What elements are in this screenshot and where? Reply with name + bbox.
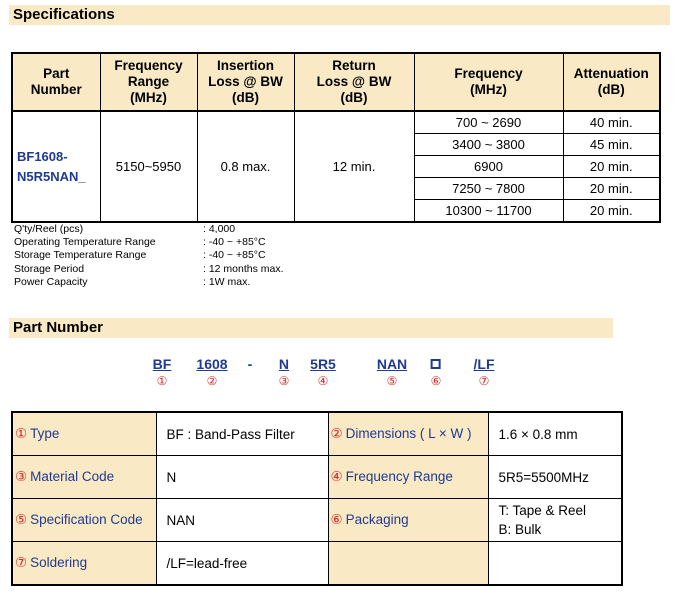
spec-row: [12, 111, 660, 134]
extra-spec-value: : 4,000: [203, 223, 236, 235]
extra-spec-label: Storage Temperature Range: [14, 249, 147, 262]
code-part-type: BF ①: [152, 356, 172, 388]
code-part-specification: NAN ⑤: [376, 356, 408, 388]
pn-value-empty: [488, 542, 622, 586]
extra-spec-label: Power Capacity: [14, 275, 88, 288]
pn-row: [12, 456, 622, 499]
extra-spec-row: [14, 223, 284, 236]
header-attenuation: Attenuation (dB): [563, 53, 660, 111]
extra-spec-row: [14, 263, 284, 276]
extra-spec-value: : -40 ~ +85°C: [203, 236, 266, 249]
code-part-frequency: 5R5 ④: [310, 356, 336, 388]
pn-key-dimensions: ② Dimensions ( L × W ): [328, 412, 488, 456]
extra-spec-value: : 12 months max.: [203, 262, 284, 275]
packaging-square-icon: [431, 359, 441, 369]
part-number-code: [0, 355, 678, 395]
attenuation-cell: 45 min.: [563, 134, 660, 156]
part-number-value: BF1608- N5R5NAN_: [12, 111, 100, 222]
pn-key-type: ① Type: [12, 412, 156, 456]
extra-spec-label: Operating Temperature Range: [14, 236, 156, 249]
attenuation-cell: 40 min.: [563, 111, 660, 134]
extra-specs: [14, 223, 284, 289]
code-part-material: N ③: [278, 356, 290, 388]
frequency-cell: 700 ~ 2690: [414, 111, 563, 134]
code-part-soldering: /LF ⑦: [473, 356, 495, 388]
extra-spec-row: [14, 236, 284, 249]
frequency-cell: 10300 ~ 11700: [414, 200, 563, 223]
return-loss-value: 12 min.: [294, 111, 414, 222]
frequency-cell: 6900: [414, 156, 563, 178]
pn-value-type: BF : Band-Pass Filter: [156, 412, 328, 456]
header-frequency: Frequency (MHz): [414, 53, 563, 111]
extra-spec-value: : -40 ~ +85°C: [203, 249, 266, 262]
part-number-table: [11, 411, 623, 586]
pn-row: [12, 542, 622, 586]
header-insertion-loss: Insertion Loss @ BW (dB): [197, 53, 294, 111]
pn-value-specification: NAN: [156, 499, 328, 542]
attenuation-cell: 20 min.: [563, 178, 660, 200]
frequency-range-value: 5150~5950: [100, 111, 197, 222]
pn-value-soldering: /LF=lead-free: [156, 542, 328, 586]
pn-key-empty: [328, 542, 488, 586]
pn-row: [12, 499, 622, 542]
frequency-cell: 7250 ~ 7800: [414, 178, 563, 200]
specifications-table: [11, 52, 661, 223]
pn-value-material: N: [156, 456, 328, 499]
specifications-title: Specifications: [9, 5, 670, 25]
pn-key-material: ③ Material Code: [12, 456, 156, 499]
part-number-title: Part Number: [9, 318, 613, 338]
code-part-dimensions: 1608 ②: [196, 356, 228, 388]
header-return-loss: Return Loss @ BW (dB): [294, 53, 414, 111]
extra-spec-row: [14, 276, 284, 289]
attenuation-cell: 20 min.: [563, 156, 660, 178]
header-frequency-range: Frequency Range (MHz): [100, 53, 197, 111]
extra-spec-value: : 1W max.: [203, 275, 251, 288]
pn-key-frequency: ④ Frequency Range: [328, 456, 488, 499]
pn-value-dimensions: 1.6 × 0.8 mm: [488, 412, 622, 456]
pn-value-frequency: 5R5=5500MHz: [488, 456, 622, 499]
spec-header-row: [12, 53, 660, 111]
frequency-cell: 3400 ~ 3800: [414, 134, 563, 156]
extra-spec-label: Q'ty/Reel (pcs): [14, 223, 84, 235]
code-dash: -: [247, 356, 253, 372]
pn-key-soldering: ⑦ Soldering: [12, 542, 156, 586]
insertion-loss-value: 0.8 max.: [197, 111, 294, 222]
pn-row: [12, 412, 622, 456]
header-part-number: Part Number: [12, 53, 100, 111]
pn-value-packaging: T: Tape & Reel B: Bulk: [488, 499, 622, 542]
attenuation-cell: 20 min.: [563, 200, 660, 223]
pn-key-specification: ⑤ Specification Code: [12, 499, 156, 542]
extra-spec-label: Storage Period: [14, 262, 85, 275]
extra-spec-row: [14, 249, 284, 262]
pn-key-packaging: ⑥ Packaging: [328, 499, 488, 542]
code-part-packaging: ⑥: [431, 355, 442, 389]
